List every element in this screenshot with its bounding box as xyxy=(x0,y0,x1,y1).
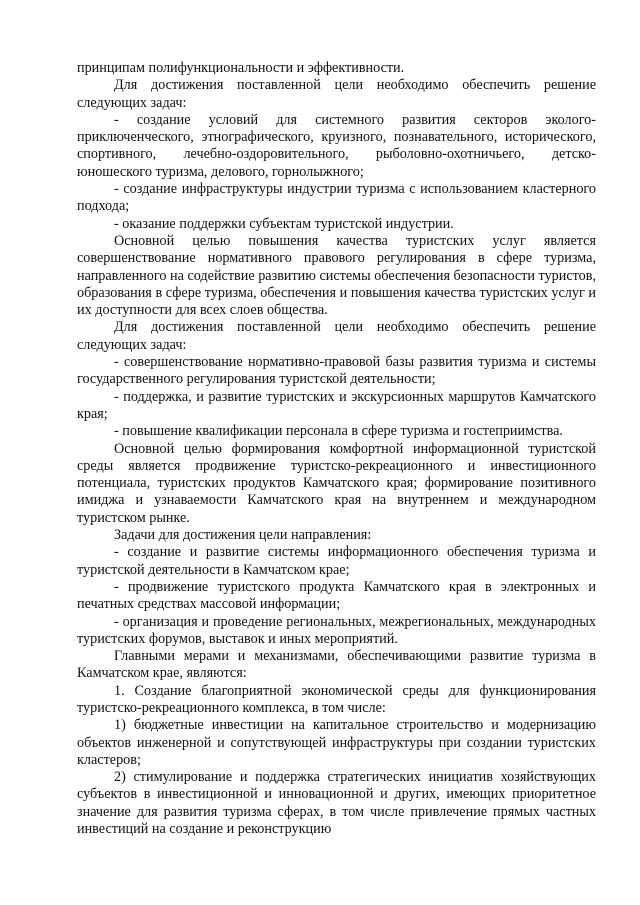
paragraph-11: Основной целью формирования комфортной информационной туристской среды является продвижение туристско-рекреационного и инвестиционного потенциала, туристских продуктов Камчатского края; формирование позитивного имиджа и узнаваемости Камчатского края на внутреннем и международном туристском рынке. xyxy=(77,440,596,526)
paragraph-13: - создание и развитие системы информационного обеспечения туризма и туристской деятельности в Камчатском крае; xyxy=(77,544,596,578)
paragraph-12: Задачи для достижения цели направления: xyxy=(114,527,372,544)
paragraph-2: Для достижения поставленной цели необходимо обеспечить решение следующих задач: xyxy=(77,77,596,111)
paragraph-6: Основной целью повышения качества туристских услуг является совершенствование нормативного правового регулирования в сфере туризма, направленного на содействие развитию системы обеспечения безопасности туристов, образования в сфере туризма, обеспечения и повышения качества туристских услуг и их доступности для всех слоев общества. xyxy=(77,232,596,319)
paragraph-19: 2) стимулирование и поддержка стратегических инициатив хозяйствующих субъектов в инвестиционной и инновационной и других, имеющих приоритетное значение для развития туризма сферах, в том числе привлечение прямых частных инвестиций на создание и реконструкцию xyxy=(77,769,596,838)
paragraph-8: - совершенствование нормативно-правовой базы развития туризма и системы государственного регулирования туристской деятельности; xyxy=(77,354,596,388)
paragraph-5: - оказание поддержки субъектам туристской индустрии. xyxy=(114,215,454,232)
paragraph-1: принципам полифункциональности и эффективности. xyxy=(77,60,405,76)
paragraph-7: Для достижения поставленной цели необходимо обеспечить решение следующих задач: xyxy=(77,319,596,353)
paragraph-18: 1) бюджетные инвестиции на капитальное строительство и модернизацию объектов инженерной и сопутствующей инфраструктуры при создании туристских кластеров; xyxy=(77,717,596,768)
paragraph-3: - создание условий для системного развития секторов эколого-приключенческого, этнографического, круизного, познавательного, исторического, спортивного, лечебно-оздоровительного, рыболовно-охотничьего, детско-юношеского туризма, делового, горнолыжного; xyxy=(77,111,596,180)
document-page xyxy=(77,60,596,838)
paragraph-16: Главными мерами и механизмами, обеспечивающими развитие туризма в Камчатском крае, являются: xyxy=(77,648,596,682)
paragraph-9: - поддержка, и развитие туристских и экскурсионных маршрутов Камчатского края; xyxy=(77,388,596,422)
paragraph-4: - создание инфраструктуры индустрии туризма с использованием кластерного подхода; xyxy=(77,181,596,215)
paragraph-15: - организация и проведение региональных, межрегиональных, международных туристских форумов, выставок и иных мероприятий. xyxy=(77,613,596,647)
paragraph-14: - продвижение туристского продукта Камчатского края в электронных и печатных средствах массовой информации; xyxy=(77,578,596,613)
paragraph-17: 1. Создание благоприятной экономической среды для функционирования туристско-рекреационного комплекса, в том числе: xyxy=(77,682,596,716)
paragraph-10: - повышение квалификации персонала в сфере туризма и гостеприимства. xyxy=(114,423,563,440)
